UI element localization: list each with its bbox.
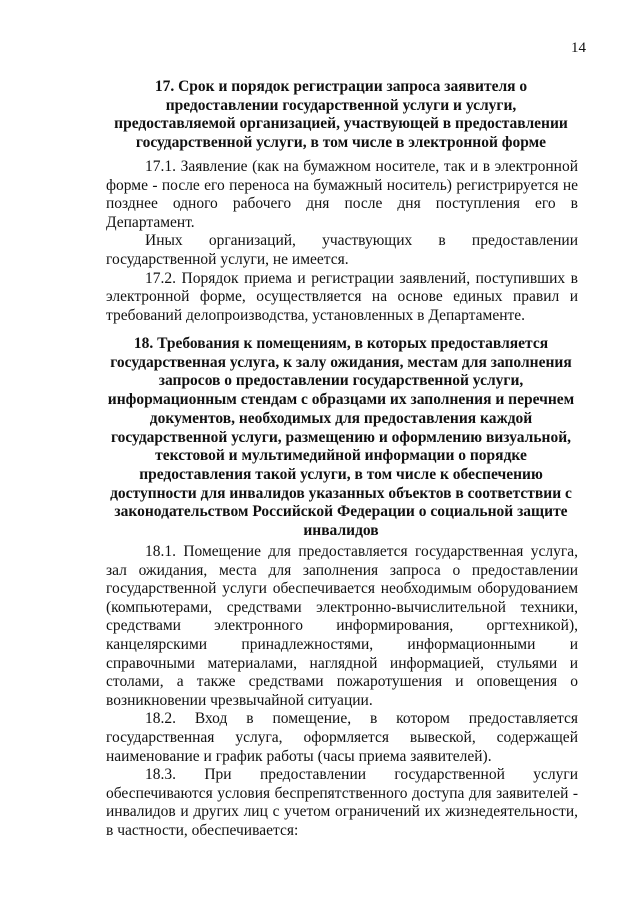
page-number: 14: [571, 40, 586, 56]
section-18-heading: 18. Требования к помещениям, в которых предоставляется государственная услуга, к залу ожидания, местам для заполнения запросов о предоставлении государственной услуги, информационным стендам с образцами их заполнения и перечнем документов, необходимых для предоставления каждой государственной услуги, размещению и оформлению визуальной, текстовой и мультимедийной информации о порядке предоставления такой услуги, в том числе к обеспечению доступности для инвалидов указанных объектов в соответствии с законодательством Российской Федерации о социальной защите инвалидов: [107, 335, 575, 540]
section-17-heading: 17. Срок и порядок регистрации запроса заявителя о предоставлении государственной услуги и услуги, предоставляемой организацией, участвующей в предоставлении государственной услуги, в том числе в электронной форме: [114, 78, 568, 152]
paragraph-17-1-note: Иных организаций, участвующих в предоставлении государственной услуги, не имеется.: [106, 232, 578, 268]
paragraph-18-2: 18.2. Вход в помещение, в котором предоставляется государственная услуга, оформляется вывеской, содержащей наименование и график работы (часы приема заявителей).: [106, 710, 578, 765]
paragraph-17-1: 17.1. Заявление (как на бумажном носителе, так и в электронной форме - после его переноса на бумажный носитель) регистрируется не позднее одного рабочего дня после дня поступления его в Департамент.: [106, 158, 578, 231]
section-18-body: [106, 543, 578, 841]
paragraph-18-1: 18.1. Помещение для предоставляется государственная услуга, зал ожидания, места для заполнения запроса о предоставлении государственной услуги обеспечивается необходимым оборудованием (компьютерами, средствами электронно-вычислительной техники, средствами электронного информирования, оргтехникой), канцелярскими принадлежностями, информационными и справочными материалами, наглядной информацией, стульями и столами, а также средствами пожаротушения и оповещения о возникновении чрезвычайной ситуации.: [106, 543, 578, 709]
section-17-body: [106, 158, 578, 325]
paragraph-17-2: 17.2. Порядок приема и регистрации заявлений, поступивших в электронной форме, осуществляется на основе единых правил и требований делопроизводства, установленных в Департаменте.: [106, 269, 578, 324]
paragraph-18-3: 18.3. При предоставлении государственной услуги обеспечиваются условия беспрепятственного доступа для заявителей - инвалидов и других лиц с учетом ограничений их жизнедеятельности, в частности, обеспечивается:: [106, 766, 578, 839]
